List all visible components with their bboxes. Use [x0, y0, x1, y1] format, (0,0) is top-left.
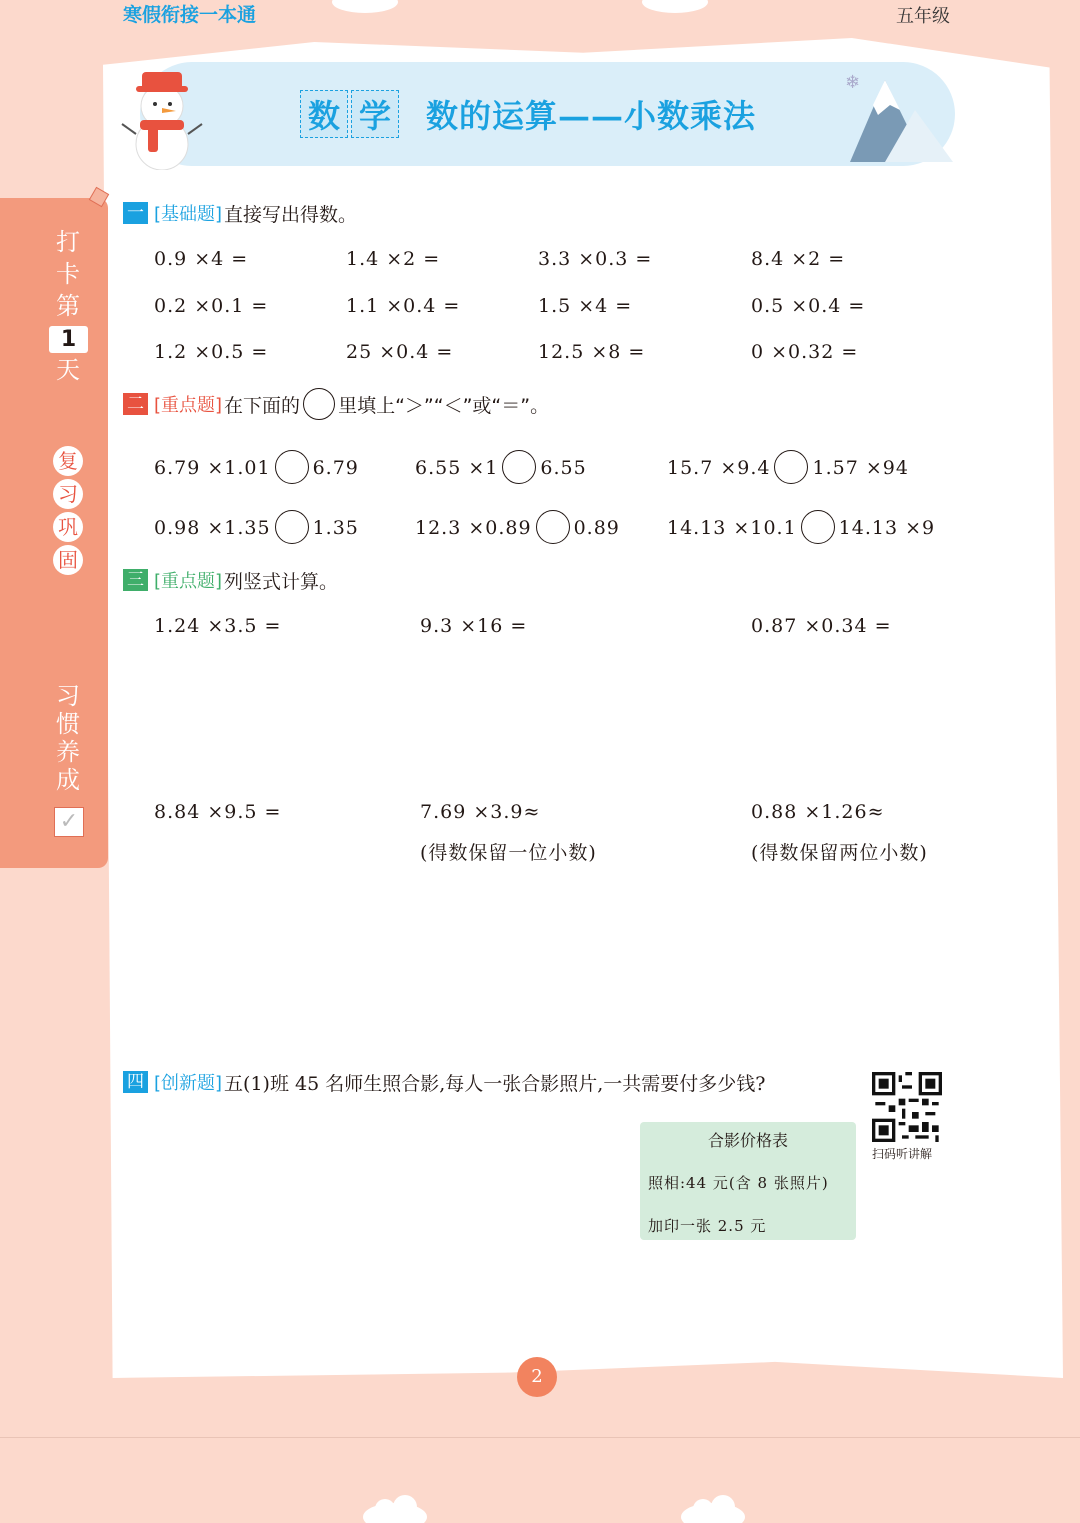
day-unit: 天 — [56, 356, 80, 384]
rounding-note: (得数保留两位小数) — [751, 842, 928, 864]
section-instruction: 直接写出得数。 — [224, 203, 358, 226]
problem: 0.2 ×0.1 = — [154, 295, 269, 317]
answer-circle-sample — [303, 388, 335, 420]
svg-text:❄: ❄ — [845, 72, 861, 93]
problem: 1.5 ×4 = — [538, 295, 633, 317]
habit-char: 惯 — [56, 710, 80, 738]
section-number: 四 — [123, 1071, 148, 1093]
compare-right: 1.57 ×94 — [812, 457, 909, 479]
section-instruction: 在下面的 — [224, 394, 301, 417]
section-tag: [重点题] — [154, 571, 223, 592]
compare-item — [667, 452, 909, 486]
compare-left: 15.7 ×9.4 — [667, 457, 771, 479]
problem: 3.3 ×0.3 = — [538, 248, 653, 270]
habit-char: 养 — [56, 738, 80, 766]
compare-answer-circle[interactable] — [275, 450, 309, 484]
section-number: 一 — [123, 202, 148, 224]
compare-answer-circle[interactable] — [801, 510, 835, 544]
section-tag: [重点题] — [154, 395, 223, 416]
problem: 25 ×0.4 = — [346, 341, 454, 363]
problem: 0.5 ×0.4 = — [751, 295, 866, 317]
problem: 0.87 ×0.34 = — [751, 615, 892, 637]
page-divider — [0, 1437, 1080, 1438]
checkin-char: 打 — [56, 228, 80, 256]
section3-header — [123, 567, 338, 593]
review-char: 复 — [53, 446, 83, 476]
problem: 8.4 ×2 = — [751, 248, 846, 270]
qr-label: 扫码听讲解 — [872, 1147, 933, 1161]
checkin-char: 第 — [56, 292, 80, 320]
cloud-icon — [360, 1495, 430, 1523]
mountain-icon — [845, 70, 955, 165]
compare-right: 14.13 ×9 — [838, 517, 936, 539]
subject-char: 学 — [351, 90, 399, 138]
page-number: 2 — [517, 1357, 557, 1397]
habit-char: 习 — [56, 682, 80, 710]
section2-header — [123, 391, 549, 417]
compare-answer-circle[interactable] — [774, 450, 808, 484]
compare-item — [415, 512, 620, 546]
compare-right: 6.79 — [312, 457, 359, 479]
problem: 8.84 ×9.5 = — [154, 801, 282, 823]
section4-header — [123, 1069, 765, 1095]
compare-right: 6.55 — [540, 457, 587, 479]
habit-checkbox[interactable]: ✓ — [54, 807, 84, 837]
problem: 7.69 ×3.9≈ — [420, 801, 541, 823]
compare-left: 12.3 ×0.89 — [415, 517, 532, 539]
compare-left: 0.98 ×1.35 — [154, 517, 271, 539]
rounding-note: (得数保留一位小数) — [420, 842, 597, 864]
compare-answer-circle[interactable] — [536, 510, 570, 544]
price-table-title: 合影价格表 — [707, 1131, 788, 1150]
compare-item — [154, 452, 359, 486]
qr-code-icon[interactable] — [872, 1072, 942, 1142]
compare-left: 6.55 ×1 — [415, 457, 499, 479]
cloud-icon — [678, 1495, 748, 1523]
review-char: 习 — [53, 479, 83, 509]
problem: 1.2 ×0.5 = — [154, 341, 269, 363]
section1-header — [123, 200, 357, 226]
price-line: 照相:44 元(含 8 张照片) — [648, 1174, 829, 1192]
compare-right: 0.89 — [573, 517, 620, 539]
problem: 1.4 ×2 = — [346, 248, 441, 270]
checkin-char: 卡 — [56, 260, 80, 288]
series-title: 寒假衔接一本通 — [123, 4, 257, 26]
habit-char: 成 — [56, 766, 80, 794]
compare-left: 6.79 ×1.01 — [154, 457, 271, 479]
review-char: 固 — [53, 545, 83, 575]
compare-left: 14.13 ×10.1 — [667, 517, 797, 539]
problem: 0.88 ×1.26≈ — [751, 801, 885, 823]
subject-char: 数 — [300, 90, 348, 138]
worksheet-paper — [103, 38, 1063, 1378]
day-number: 1 — [49, 326, 88, 353]
problem: 1.24 ×3.5 = — [154, 615, 282, 637]
compare-answer-circle[interactable] — [502, 450, 536, 484]
problem: 9.3 ×16 = — [420, 615, 528, 637]
problem: 12.5 ×8 = — [538, 341, 646, 363]
page-title — [300, 88, 756, 140]
section-number: 二 — [123, 393, 148, 415]
snowman-icon — [120, 66, 205, 170]
problem: 1.1 ×0.4 = — [346, 295, 461, 317]
compare-item — [415, 452, 587, 486]
problem: 0 ×0.32 = — [751, 341, 859, 363]
cloud-icon — [640, 0, 710, 14]
section-instruction: 里填上“＞”“＜”或“＝”。 — [338, 394, 550, 417]
section-tag: [基础题] — [154, 204, 223, 225]
section-instruction: 列竖式计算。 — [224, 570, 339, 593]
compare-right: 1.35 — [312, 517, 359, 539]
review-char: 巩 — [53, 512, 83, 542]
clip-icon — [88, 186, 112, 210]
grade-label: 五年级 — [896, 6, 950, 27]
cloud-icon — [330, 0, 400, 14]
compare-item — [154, 512, 359, 546]
section-number: 三 — [123, 569, 148, 591]
problem: 0.9 ×4 = — [154, 248, 249, 270]
word-problem: 五(1)班 45 名师生照合影,每人一张合影照片,一共需要付多少钱? — [224, 1072, 766, 1095]
topic-title: 数的运算——小数乘法 — [426, 97, 757, 135]
price-table — [640, 1122, 856, 1240]
compare-answer-circle[interactable] — [275, 510, 309, 544]
price-line: 加印一张 2.5 元 — [648, 1217, 767, 1235]
compare-item — [667, 512, 935, 546]
section-tag: [创新题] — [154, 1073, 223, 1094]
